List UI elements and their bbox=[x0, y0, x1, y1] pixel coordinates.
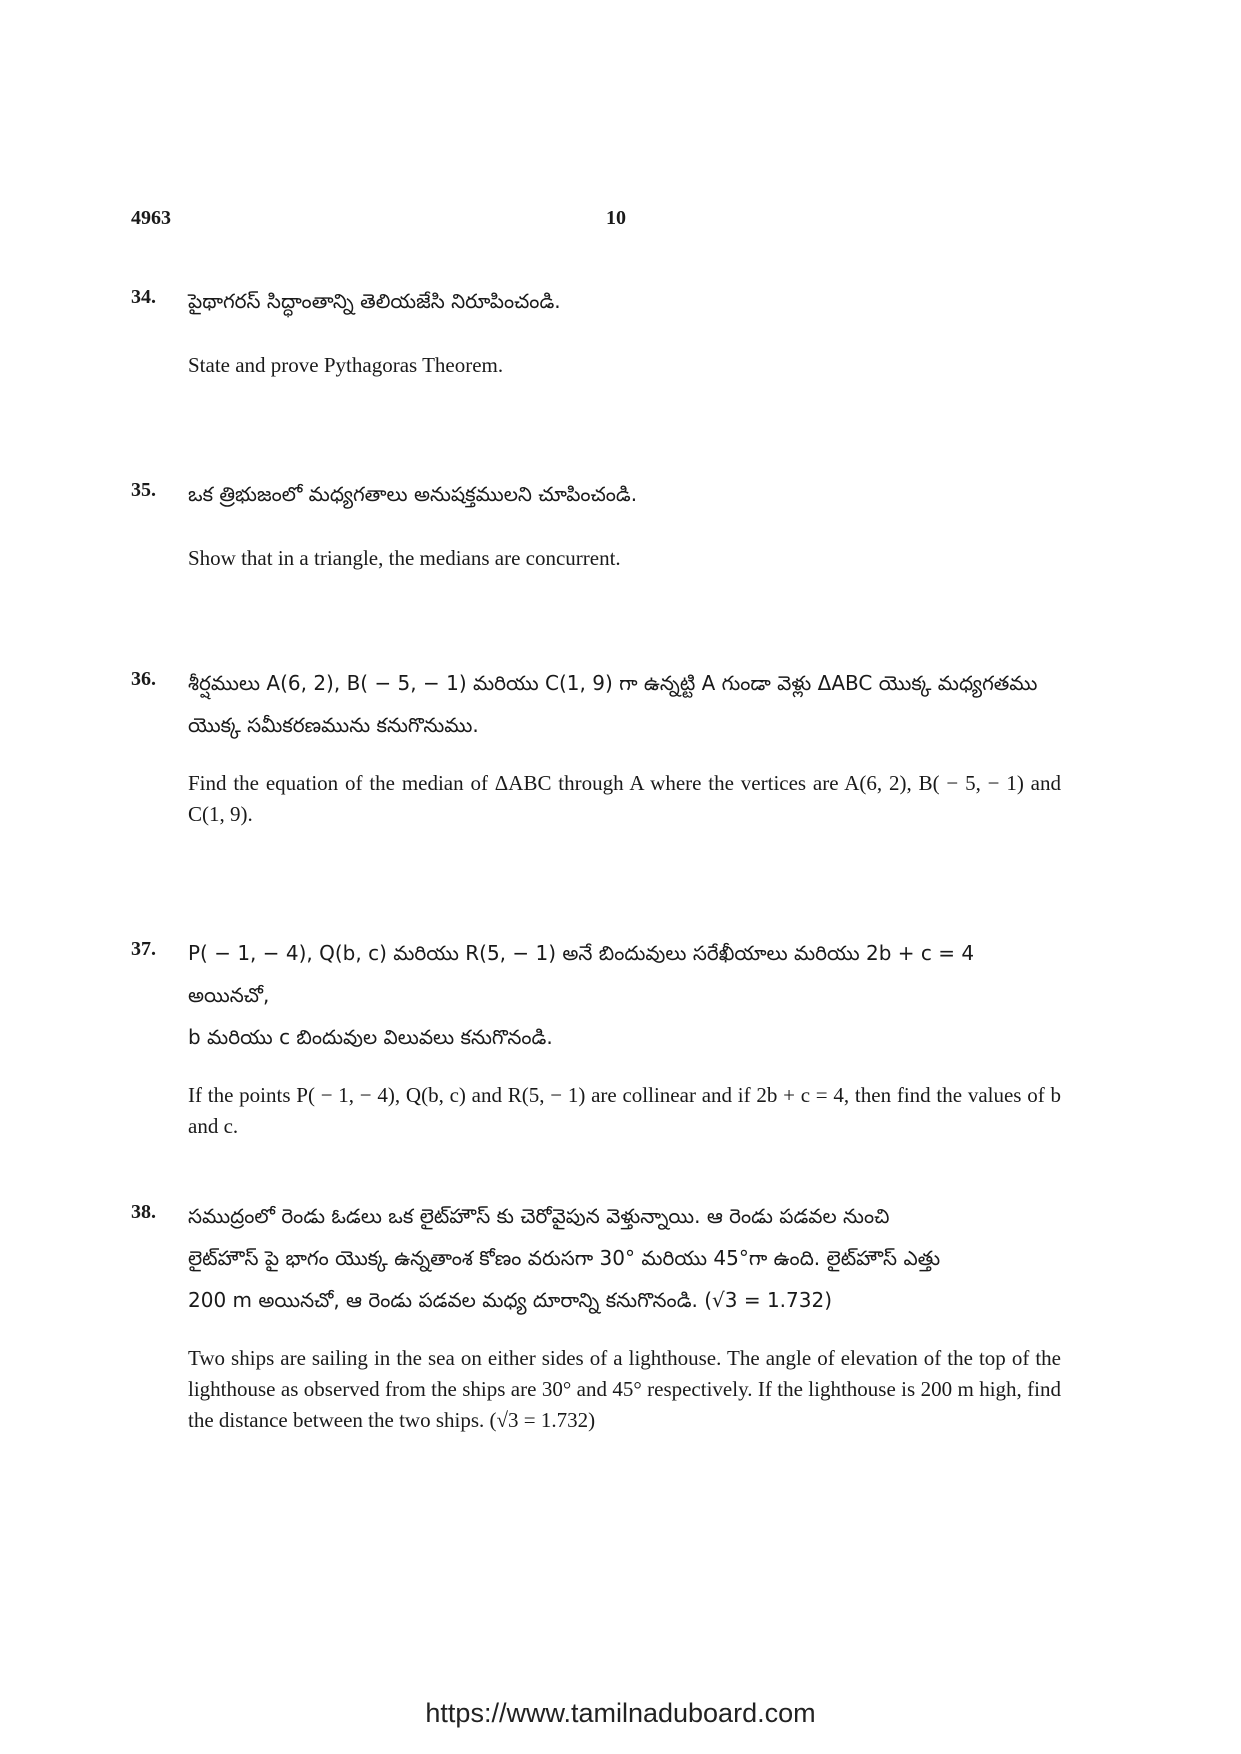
question-telugu-line-1: శీర్షములు A(6, 2), B( − 5, − 1) మరియు C(1, 9) గా ఉన్నట్టి A గుండా వెళ్లు ΔABC యొక్క మధ్యగతము bbox=[188, 671, 1038, 695]
question-body bbox=[188, 662, 1061, 830]
page-number: 10 bbox=[606, 207, 626, 229]
question-number: 36. bbox=[131, 668, 156, 690]
question-number: 35. bbox=[131, 479, 156, 501]
question-telugu-line-1: P( − 1, − 4), Q(b, c) మరియు R(5, − 1) అనే బిందువులు సరేఖీయాలు మరియు 2b + c = 4 అయినచో, bbox=[188, 941, 975, 1007]
question-telugu-line-1: సముద్రంలో రెండు ఓడలు ఒక లైట్‌హౌస్ కు చెరోవైపున వెళ్తున్నాయి. ఆ రెండు పడవల నుంచి bbox=[188, 1204, 890, 1228]
question-body bbox=[188, 473, 1061, 574]
question-english-text: Find the equation of the median of ΔABC through A where the vertices are A(6, 2), B( − 5, − 1) and C(1, 9). bbox=[188, 771, 1061, 826]
page-code: 4963 bbox=[131, 207, 171, 229]
question-number: 34. bbox=[131, 286, 156, 308]
question-number: 37. bbox=[131, 938, 156, 960]
question-telugu-line-2: యొక్క సమీకరణమును కనుగొనుము. bbox=[188, 713, 479, 737]
question-telugu-text: పైథాగరస్ సిద్ధాంతాన్ని తెలియజేసి నిరూపించండి. bbox=[188, 289, 561, 313]
question-body bbox=[188, 280, 1061, 381]
footer-url-link[interactable]: https://www.tamilnaduboard.com bbox=[425, 1698, 816, 1728]
question-english-text: Show that in a triangle, the medians are concurrent. bbox=[188, 546, 621, 570]
question-telugu-text: ఒక త్రిభుజంలో మధ్యగతాలు అనుషక్తములని చూపించండి. bbox=[188, 482, 638, 506]
question-telugu-line-2: లైట్‌హౌస్ పై భాగం యొక్క ఉన్నతాంశ కోణం వరుసగా 30° మరియు 45°గా ఉంది. లైట్‌హౌస్ ఎత్తు bbox=[188, 1246, 941, 1270]
question-number: 38. bbox=[131, 1201, 156, 1223]
question-english-text: If the points P( − 1, − 4), Q(b, c) and R(5, − 1) are collinear and if 2b + c = 4, then find the values of b and c. bbox=[188, 1083, 1061, 1138]
question-body bbox=[188, 932, 1061, 1142]
question-body bbox=[188, 1195, 1061, 1436]
question-english-text: State and prove Pythagoras Theorem. bbox=[188, 353, 504, 377]
question-telugu-line-3: 200 m అయినచో, ఆ రెండు పడవల మధ్య దూరాన్ని కనుగొనండి. (√3 = 1.732) bbox=[188, 1288, 833, 1312]
question-telugu-line-2: b మరియు c బిందువుల విలువలు కనుగొనండి. bbox=[188, 1025, 553, 1049]
question-english-text: Two ships are sailing in the sea on either sides of a lighthouse. The angle of elevation of the top of the lighthouse as observed from the ships are 30° and 45° respectively. If the lighthouse is 200 m high, find the distance between the two ships. (√3 = 1.732) bbox=[188, 1346, 1061, 1432]
